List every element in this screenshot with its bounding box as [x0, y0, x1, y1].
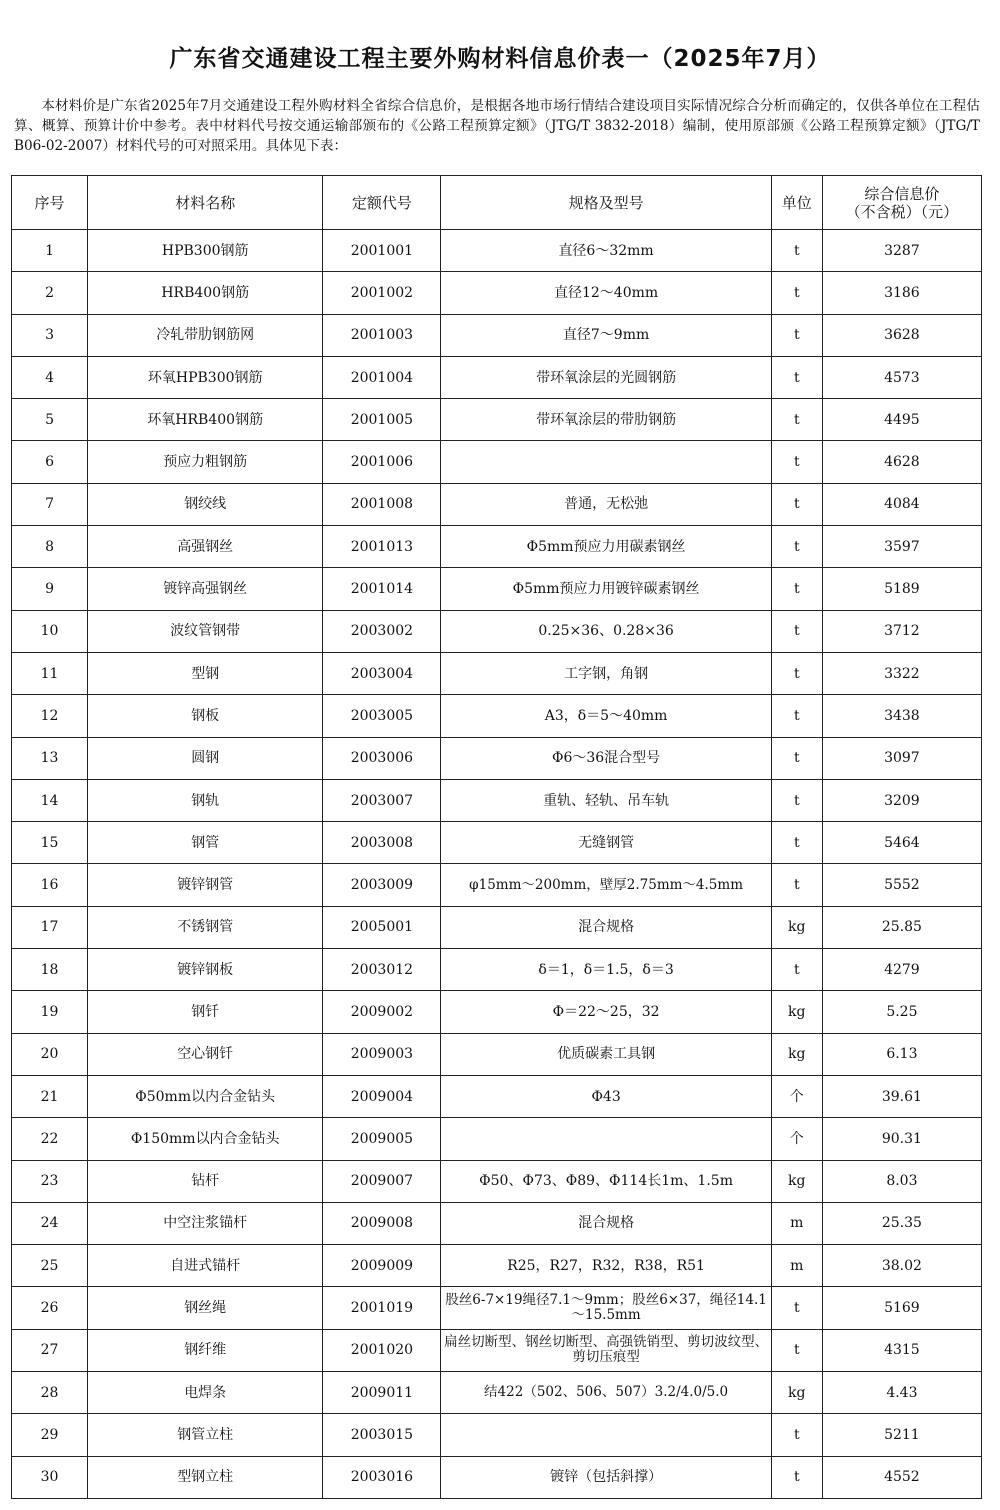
cell-spec: R25，R27，R32，R38，R51	[441, 1245, 771, 1287]
cell-no: 16	[12, 864, 88, 906]
cell-quota-code: 2003008	[323, 822, 441, 864]
cell-no: 22	[12, 1118, 88, 1160]
cell-unit: kg	[771, 906, 822, 948]
table-row	[12, 526, 982, 568]
table-row	[12, 1202, 982, 1244]
cell-spec: Φ＝22～25，32	[441, 991, 771, 1033]
cell-spec: 直径12～40mm	[441, 272, 771, 314]
cell-no: 28	[12, 1372, 88, 1414]
header-unit: 单位	[771, 176, 822, 230]
cell-price: 5169	[822, 1287, 981, 1329]
cell-spec: 普通，无松弛	[441, 483, 771, 525]
cell-unit: t	[771, 314, 822, 356]
cell-quota-code: 2001006	[323, 441, 441, 483]
table-row	[12, 991, 982, 1033]
table-row	[12, 1245, 982, 1287]
cell-spec: 带环氧涂层的带肋钢筋	[441, 399, 771, 441]
cell-unit: t	[771, 441, 822, 483]
table-row	[12, 1160, 982, 1202]
cell-price: 3186	[822, 272, 981, 314]
cell-spec	[441, 1118, 771, 1160]
cell-spec: δ＝1，δ＝1.5，δ＝3	[441, 949, 771, 991]
cell-no: 2	[12, 272, 88, 314]
cell-price: 3712	[822, 610, 981, 652]
cell-no: 23	[12, 1160, 88, 1202]
cell-no: 25	[12, 1245, 88, 1287]
header-spec: 规格及型号	[441, 176, 771, 230]
cell-material-name: 镀锌高强钢丝	[88, 568, 323, 610]
cell-no: 11	[12, 652, 88, 694]
table-row	[12, 949, 982, 991]
cell-material-name: 中空注浆锚杆	[88, 1202, 323, 1244]
cell-material-name: 镀锌钢板	[88, 949, 323, 991]
cell-unit: t	[771, 864, 822, 906]
table-row	[12, 568, 982, 610]
cell-spec: 无缝钢管	[441, 822, 771, 864]
cell-no: 12	[12, 695, 88, 737]
cell-quota-code: 2001004	[323, 356, 441, 398]
cell-unit: m	[771, 1245, 822, 1287]
cell-quota-code: 2009005	[323, 1118, 441, 1160]
cell-price: 4552	[822, 1456, 981, 1498]
cell-price: 5464	[822, 822, 981, 864]
cell-price: 4315	[822, 1329, 981, 1371]
cell-unit: t	[771, 1456, 822, 1498]
cell-spec: 直径6～32mm	[441, 230, 771, 272]
cell-price: 3438	[822, 695, 981, 737]
cell-no: 9	[12, 568, 88, 610]
cell-no: 15	[12, 822, 88, 864]
cell-spec: A3，δ＝5～40mm	[441, 695, 771, 737]
cell-material-name: 环氧HRB400钢筋	[88, 399, 323, 441]
table-header	[12, 176, 982, 230]
price-table	[11, 175, 982, 1499]
cell-no: 5	[12, 399, 88, 441]
cell-material-name: 圆钢	[88, 737, 323, 779]
table-row	[12, 1287, 982, 1329]
cell-material-name: 钢纤维	[88, 1329, 323, 1371]
table-row	[12, 483, 982, 525]
cell-unit: m	[771, 1202, 822, 1244]
cell-material-name: 钢钎	[88, 991, 323, 1033]
cell-spec: Φ5mm预应力用镀锌碳素钢丝	[441, 568, 771, 610]
page-title: 广东省交通建设工程主要外购材料信息价表一（2025年7月）	[169, 46, 831, 72]
cell-quota-code: 2001003	[323, 314, 441, 356]
cell-quota-code: 2009009	[323, 1245, 441, 1287]
cell-material-name: Φ50mm以内合金钻头	[88, 1075, 323, 1117]
header-price	[822, 176, 981, 230]
cell-material-name: 钢轨	[88, 779, 323, 821]
cell-quota-code: 2009003	[323, 1033, 441, 1075]
cell-quota-code: 2009004	[323, 1075, 441, 1117]
cell-quota-code: 2003004	[323, 652, 441, 694]
cell-no: 21	[12, 1075, 88, 1117]
cell-price: 3097	[822, 737, 981, 779]
cell-price: 5.25	[822, 991, 981, 1033]
cell-spec	[441, 1414, 771, 1456]
cell-quota-code: 2003015	[323, 1414, 441, 1456]
cell-unit: t	[771, 356, 822, 398]
header-price-line2: （不含税）（元）	[845, 202, 959, 221]
cell-no: 10	[12, 610, 88, 652]
cell-quota-code: 2001008	[323, 483, 441, 525]
cell-price: 5552	[822, 864, 981, 906]
cell-no: 29	[12, 1414, 88, 1456]
table-row	[12, 1456, 982, 1498]
cell-unit: 个	[771, 1075, 822, 1117]
cell-quota-code: 2001005	[323, 399, 441, 441]
cell-price: 4084	[822, 483, 981, 525]
cell-no: 20	[12, 1033, 88, 1075]
cell-material-name: 钻杆	[88, 1160, 323, 1202]
cell-material-name: 钢丝绳	[88, 1287, 323, 1329]
cell-no: 1	[12, 230, 88, 272]
cell-no: 13	[12, 737, 88, 779]
cell-material-name: 镀锌钢管	[88, 864, 323, 906]
cell-price: 3209	[822, 779, 981, 821]
cell-spec: 直径7～9mm	[441, 314, 771, 356]
cell-unit: t	[771, 779, 822, 821]
table-row	[12, 610, 982, 652]
cell-no: 8	[12, 526, 88, 568]
cell-price: 5189	[822, 568, 981, 610]
cell-no: 18	[12, 949, 88, 991]
cell-material-name: 高强钢丝	[88, 526, 323, 568]
table-row	[12, 1329, 982, 1371]
cell-unit: t	[771, 949, 822, 991]
cell-unit: t	[771, 822, 822, 864]
cell-quota-code: 2001019	[323, 1287, 441, 1329]
table-row	[12, 1118, 982, 1160]
table-row	[12, 779, 982, 821]
cell-price: 3628	[822, 314, 981, 356]
table-row	[12, 864, 982, 906]
cell-spec: 股丝6-7×19绳径7.1～9mm；股丝6×37，绳径14.1～15.5mm	[441, 1287, 771, 1329]
cell-price: 6.13	[822, 1033, 981, 1075]
cell-material-name: 型钢	[88, 652, 323, 694]
cell-price: 4.43	[822, 1372, 981, 1414]
cell-no: 17	[12, 906, 88, 948]
cell-quota-code: 2003009	[323, 864, 441, 906]
cell-material-name: 型钢立柱	[88, 1456, 323, 1498]
table-row	[12, 230, 982, 272]
header-name: 材料名称	[88, 176, 323, 230]
cell-price: 38.02	[822, 1245, 981, 1287]
cell-material-name: 电焊条	[88, 1372, 323, 1414]
cell-price: 5211	[822, 1414, 981, 1456]
cell-spec: 工字钢，角钢	[441, 652, 771, 694]
cell-quota-code: 2003012	[323, 949, 441, 991]
cell-price: 4628	[822, 441, 981, 483]
cell-material-name: 不锈钢管	[88, 906, 323, 948]
header-no: 序号	[12, 176, 88, 230]
cell-material-name: 钢绞线	[88, 483, 323, 525]
cell-spec: 优质碳素工具钢	[441, 1033, 771, 1075]
cell-unit: t	[771, 526, 822, 568]
table-row	[12, 695, 982, 737]
cell-material-name: HRB400钢筋	[88, 272, 323, 314]
cell-spec: Φ5mm预应力用碳素钢丝	[441, 526, 771, 568]
table-row	[12, 272, 982, 314]
cell-price: 4279	[822, 949, 981, 991]
cell-quota-code: 2003006	[323, 737, 441, 779]
cell-quota-code: 2009007	[323, 1160, 441, 1202]
cell-unit: kg	[771, 1160, 822, 1202]
cell-no: 24	[12, 1202, 88, 1244]
cell-quota-code: 2001020	[323, 1329, 441, 1371]
cell-spec: 扁丝切断型、钢丝切断型、高强铣销型、剪切波纹型、剪切压痕型	[441, 1329, 771, 1371]
cell-quota-code: 2001002	[323, 272, 441, 314]
table-row	[12, 737, 982, 779]
cell-unit: kg	[771, 1033, 822, 1075]
cell-no: 19	[12, 991, 88, 1033]
cell-price: 4495	[822, 399, 981, 441]
cell-material-name: Φ150mm以内合金钻头	[88, 1118, 323, 1160]
cell-spec: φ15mm～200mm，壁厚2.75mm～4.5mm	[441, 864, 771, 906]
cell-spec: 混合规格	[441, 906, 771, 948]
cell-no: 30	[12, 1456, 88, 1498]
cell-price: 25.35	[822, 1202, 981, 1244]
cell-material-name: 环氧HPB300钢筋	[88, 356, 323, 398]
cell-material-name: 冷轧带肋钢筋网	[88, 314, 323, 356]
cell-quota-code: 2003002	[323, 610, 441, 652]
cell-unit: kg	[771, 1372, 822, 1414]
table-body	[12, 230, 982, 1499]
table-row	[12, 356, 982, 398]
cell-quota-code: 2003007	[323, 779, 441, 821]
cell-unit: t	[771, 483, 822, 525]
table-row	[12, 399, 982, 441]
cell-quota-code: 2003016	[323, 1456, 441, 1498]
cell-spec: Φ6～36混合型号	[441, 737, 771, 779]
cell-unit: t	[771, 230, 822, 272]
cell-quota-code: 2005001	[323, 906, 441, 948]
cell-unit: t	[771, 610, 822, 652]
table-row	[12, 1033, 982, 1075]
cell-material-name: 空心钢钎	[88, 1033, 323, 1075]
cell-quota-code: 2009011	[323, 1372, 441, 1414]
intro-paragraph: 本材料价是广东省2025年7月交通建设工程外购材料全省综合信息价，是根据各地市场行情结合建设项目实际情况综合分析而确定的，仅供各单位在工程估算、概算、预算计价中参考。表中材料代号按交通运输部颁布的《公路工程预算定额》（JTG/T 3832-2018）编制，使用原部颁《公路工程预算定额》（JTG/T B06-02-2007）材料代号的可对照采用。具体见下表：	[14, 98, 980, 154]
table-row	[12, 314, 982, 356]
cell-quota-code: 2009008	[323, 1202, 441, 1244]
table-row	[12, 906, 982, 948]
header-code: 定额代号	[323, 176, 441, 230]
cell-material-name: 波纹管钢带	[88, 610, 323, 652]
cell-spec: 0.25×36、0.28×36	[441, 610, 771, 652]
cell-no: 27	[12, 1329, 88, 1371]
cell-unit: t	[771, 568, 822, 610]
table-row	[12, 441, 982, 483]
cell-spec: 带环氧涂层的光圆钢筋	[441, 356, 771, 398]
cell-unit: t	[771, 1287, 822, 1329]
cell-price: 90.31	[822, 1118, 981, 1160]
cell-price: 3597	[822, 526, 981, 568]
cell-quota-code: 2001013	[323, 526, 441, 568]
cell-spec: 结422（502、506、507）3.2/4.0/5.0	[441, 1372, 771, 1414]
cell-no: 7	[12, 483, 88, 525]
cell-material-name: HPB300钢筋	[88, 230, 323, 272]
table-row	[12, 822, 982, 864]
cell-spec: Φ50、Φ73、Φ89、Φ114长1m、1.5m	[441, 1160, 771, 1202]
cell-material-name: 钢板	[88, 695, 323, 737]
cell-unit: 个	[771, 1118, 822, 1160]
cell-no: 6	[12, 441, 88, 483]
cell-unit: t	[771, 1414, 822, 1456]
table-row	[12, 1414, 982, 1456]
cell-spec	[441, 441, 771, 483]
table-row	[12, 1372, 982, 1414]
header-price-line1: 综合信息价	[864, 184, 940, 203]
cell-price: 3287	[822, 230, 981, 272]
cell-unit: t	[771, 737, 822, 779]
cell-price: 39.61	[822, 1075, 981, 1117]
table-row	[12, 1075, 982, 1117]
cell-no: 3	[12, 314, 88, 356]
cell-unit: t	[771, 1329, 822, 1371]
cell-price: 25.85	[822, 906, 981, 948]
cell-quota-code: 2001014	[323, 568, 441, 610]
table-row	[12, 652, 982, 694]
cell-quota-code: 2003005	[323, 695, 441, 737]
cell-quota-code: 2001001	[323, 230, 441, 272]
cell-unit: t	[771, 695, 822, 737]
cell-no: 26	[12, 1287, 88, 1329]
cell-unit: t	[771, 399, 822, 441]
cell-no: 4	[12, 356, 88, 398]
cell-spec: 重轨、轻轨、吊车轨	[441, 779, 771, 821]
cell-quota-code: 2009002	[323, 991, 441, 1033]
cell-unit: t	[771, 272, 822, 314]
cell-unit: t	[771, 652, 822, 694]
cell-spec: 镀锌（包括斜撑）	[441, 1456, 771, 1498]
cell-price: 4573	[822, 356, 981, 398]
cell-material-name: 自进式锚杆	[88, 1245, 323, 1287]
cell-price: 8.03	[822, 1160, 981, 1202]
cell-material-name: 钢管	[88, 822, 323, 864]
cell-spec: 混合规格	[441, 1202, 771, 1244]
cell-no: 14	[12, 779, 88, 821]
cell-spec: Φ43	[441, 1075, 771, 1117]
cell-price: 3322	[822, 652, 981, 694]
cell-material-name: 钢管立柱	[88, 1414, 323, 1456]
cell-unit: kg	[771, 991, 822, 1033]
cell-material-name: 预应力粗钢筋	[88, 441, 323, 483]
